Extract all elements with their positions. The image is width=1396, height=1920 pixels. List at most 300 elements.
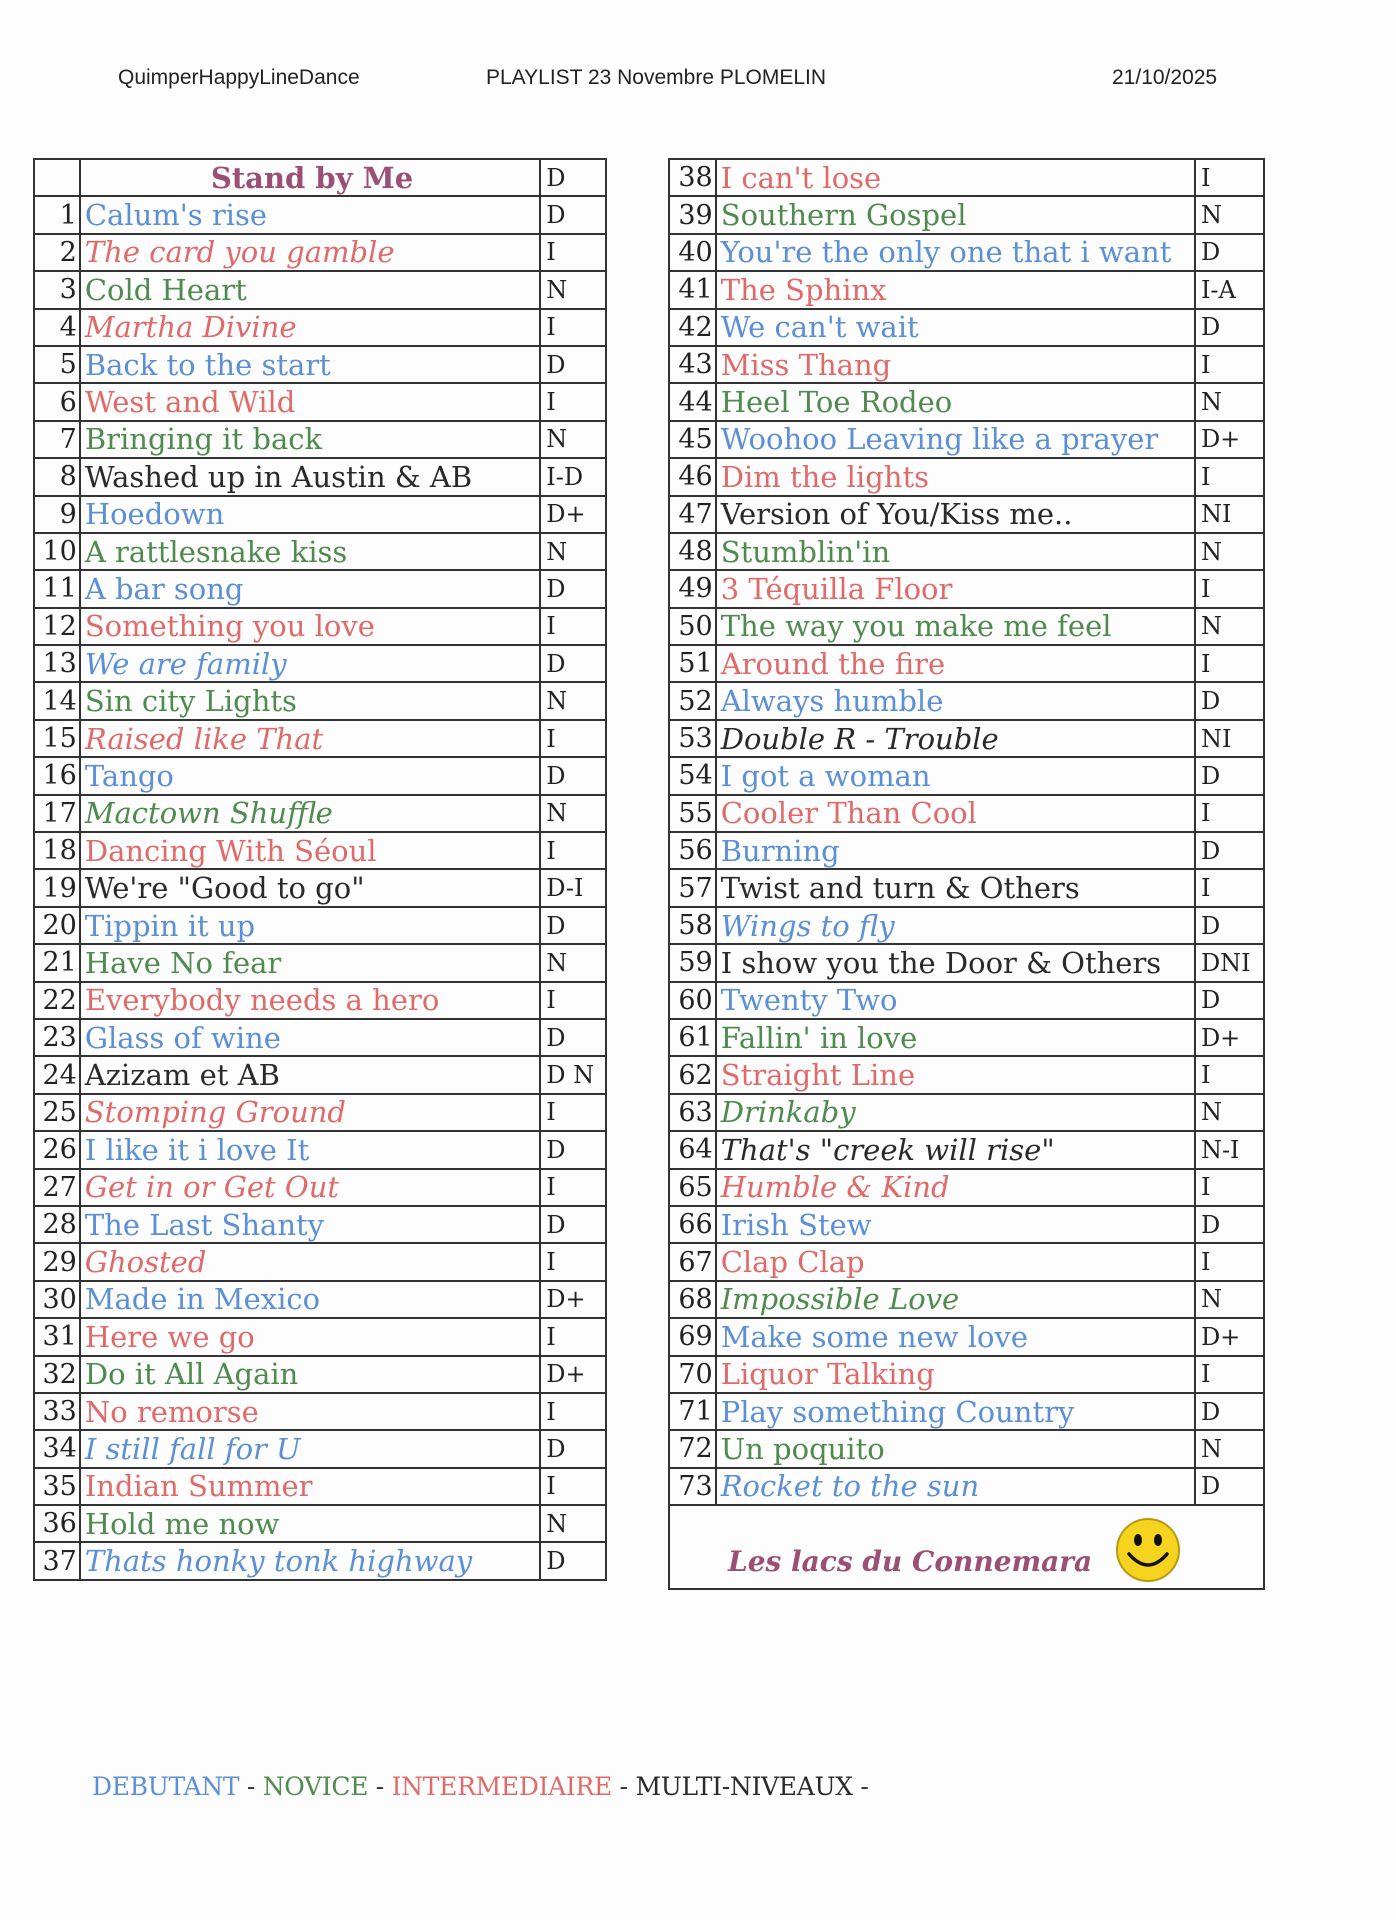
playlist-row: [669, 1206, 1264, 1243]
row-number: 65: [669, 1169, 716, 1206]
song-level: N: [1195, 1430, 1264, 1467]
legend-debutant: DEBUTANT: [92, 1772, 240, 1801]
smiley-face-icon: [1114, 1516, 1182, 1584]
row-number: 4: [34, 309, 80, 346]
row-number: 1: [34, 196, 80, 233]
song-level: D: [540, 907, 606, 944]
row-number: 7: [34, 421, 80, 458]
row-number: 62: [669, 1056, 716, 1093]
row-number: 45: [669, 421, 716, 458]
row-number: 38: [669, 159, 716, 196]
row-number: 53: [669, 720, 716, 757]
playlist-row: [34, 1505, 606, 1542]
playlist-row: [669, 458, 1264, 495]
playlist-row: [34, 346, 606, 383]
row-number: 66: [669, 1206, 716, 1243]
playlist-row: [669, 309, 1264, 346]
song-title: Always humble: [716, 682, 1195, 719]
song-title: We are family: [80, 645, 540, 682]
song-title: Clap Clap: [716, 1243, 1195, 1280]
song-level: D-I: [540, 869, 606, 906]
playlist-row: [34, 645, 606, 682]
playlist-table-left: [33, 158, 607, 1581]
playlist-row: [34, 533, 606, 570]
song-level: D: [1195, 1393, 1264, 1430]
playlist-row: [669, 421, 1264, 458]
row-number: 13: [34, 645, 80, 682]
song-level: I: [1195, 1243, 1264, 1280]
song-title: Stomping Ground: [80, 1094, 540, 1131]
song-title: Dim the lights: [716, 458, 1195, 495]
playlist-row: [669, 1094, 1264, 1131]
row-number: 58: [669, 907, 716, 944]
playlist-row: [669, 159, 1264, 196]
playlist-row: [34, 869, 606, 906]
song-title: No remorse: [80, 1393, 540, 1430]
song-title: Ghosted: [80, 1243, 540, 1280]
row-number: 25: [34, 1094, 80, 1131]
playlist-row: [669, 795, 1264, 832]
playlist-row: [669, 1430, 1264, 1467]
playlist-row: [669, 496, 1264, 533]
row-number: 2: [34, 234, 80, 271]
song-title: Sin city Lights: [80, 682, 540, 719]
closing-cell: [669, 1505, 1264, 1589]
legend-separator: -: [239, 1772, 263, 1801]
row-number: 11: [34, 570, 80, 607]
song-level: N: [1195, 383, 1264, 420]
row-number: 63: [669, 1094, 716, 1131]
song-title: 3 Téquilla Floor: [716, 570, 1195, 607]
row-number: 44: [669, 383, 716, 420]
song-title: The way you make me feel: [716, 608, 1195, 645]
row-number: 49: [669, 570, 716, 607]
legend-novice: NOVICE: [262, 1772, 369, 1801]
row-number: 6: [34, 383, 80, 420]
row-number: 36: [34, 1505, 80, 1542]
song-title: Miss Thang: [716, 346, 1195, 383]
song-title: Tippin it up: [80, 907, 540, 944]
song-title: Burning: [716, 832, 1195, 869]
song-level: I: [1195, 1169, 1264, 1206]
row-number: 3: [34, 271, 80, 308]
row-number: 8: [34, 458, 80, 495]
song-level: D: [540, 1430, 606, 1467]
song-level: D: [1195, 907, 1264, 944]
song-title: I got a woman: [716, 757, 1195, 794]
row-number: 35: [34, 1468, 80, 1505]
song-level: I: [1195, 869, 1264, 906]
song-level: I: [540, 720, 606, 757]
song-level: NI: [1195, 720, 1264, 757]
playlist-row: [34, 196, 606, 233]
row-number: 57: [669, 869, 716, 906]
playlist-row: [669, 1468, 1264, 1505]
playlist-row: [669, 196, 1264, 233]
song-level: I: [540, 1169, 606, 1206]
song-title: Twenty Two: [716, 982, 1195, 1019]
song-level: N: [1195, 608, 1264, 645]
song-level: D+: [1195, 1019, 1264, 1056]
row-number: 47: [669, 496, 716, 533]
song-title: Play something Country: [716, 1393, 1195, 1430]
playlist-row: [34, 982, 606, 1019]
row-number: 18: [34, 832, 80, 869]
song-level: D: [1195, 832, 1264, 869]
song-title: I show you the Door & Others: [716, 944, 1195, 981]
row-number: 10: [34, 533, 80, 570]
song-title: Back to the start: [80, 346, 540, 383]
playlist-row: [34, 720, 606, 757]
song-level: D: [540, 570, 606, 607]
playlist-row: [669, 682, 1264, 719]
row-number: [34, 159, 80, 196]
playlist-row: [669, 1393, 1264, 1430]
song-level: D+: [540, 1281, 606, 1318]
row-number: 55: [669, 795, 716, 832]
song-title: Washed up in Austin & AB: [80, 458, 540, 495]
row-number: 56: [669, 832, 716, 869]
song-title: Thats honky tonk highway: [80, 1542, 540, 1579]
playlist-row: [34, 458, 606, 495]
song-title: I can't lose: [716, 159, 1195, 196]
row-number: 42: [669, 309, 716, 346]
song-title: Impossible Love: [716, 1281, 1195, 1318]
song-title: A rattlesnake kiss: [80, 533, 540, 570]
song-level: D: [1195, 1468, 1264, 1505]
song-level: N: [1195, 196, 1264, 233]
song-title: Tango: [80, 757, 540, 794]
song-level: N: [1195, 1094, 1264, 1131]
song-title: The Sphinx: [716, 271, 1195, 308]
row-number: 24: [34, 1056, 80, 1093]
song-level: N: [540, 944, 606, 981]
row-number: 27: [34, 1169, 80, 1206]
playlist-row: [34, 1169, 606, 1206]
song-title: Everybody needs a hero: [80, 982, 540, 1019]
playlist-row: [34, 309, 606, 346]
song-title: I still fall for U: [80, 1430, 540, 1467]
song-title: Dancing With Séoul: [80, 832, 540, 869]
playlist-row: [34, 1318, 606, 1355]
playlist-row: [669, 608, 1264, 645]
song-level: I: [540, 309, 606, 346]
playlist-row: [669, 907, 1264, 944]
row-number: 54: [669, 757, 716, 794]
song-level: D+: [1195, 421, 1264, 458]
song-title: Woohoo Leaving like a prayer: [716, 421, 1195, 458]
song-level: I: [540, 234, 606, 271]
playlist-row: [34, 1393, 606, 1430]
song-level: D: [540, 645, 606, 682]
song-title: Double R - Trouble: [716, 720, 1195, 757]
playlist-row: [669, 832, 1264, 869]
legend-separator: -: [852, 1772, 869, 1801]
row-number: 72: [669, 1430, 716, 1467]
playlist-row: [669, 1281, 1264, 1318]
song-title: Around the fire: [716, 645, 1195, 682]
playlist-row: [34, 944, 606, 981]
row-number: 40: [669, 234, 716, 271]
row-number: 5: [34, 346, 80, 383]
song-level: I-A: [1195, 271, 1264, 308]
song-title: Bringing it back: [80, 421, 540, 458]
playlist-row: [34, 1356, 606, 1393]
song-title: I like it i love It: [80, 1131, 540, 1168]
song-level: I: [540, 1094, 606, 1131]
row-number: 60: [669, 982, 716, 1019]
row-number: 26: [34, 1131, 80, 1168]
song-level: I: [540, 383, 606, 420]
row-number: 32: [34, 1356, 80, 1393]
row-number: 22: [34, 982, 80, 1019]
song-title: Humble & Kind: [716, 1169, 1195, 1206]
song-title: Wings to fly: [716, 907, 1195, 944]
song-level: N: [540, 421, 606, 458]
playlist-row: [34, 608, 606, 645]
row-number: 16: [34, 757, 80, 794]
song-level: I-D: [540, 458, 606, 495]
song-title: Something you love: [80, 608, 540, 645]
song-level: NI: [1195, 496, 1264, 533]
song-level: D+: [540, 1356, 606, 1393]
song-level: N: [1195, 1281, 1264, 1318]
playlist-row: [669, 383, 1264, 420]
playlist-row: [669, 720, 1264, 757]
song-title: Version of You/Kiss me..: [716, 496, 1195, 533]
song-title: Cooler Than Cool: [716, 795, 1195, 832]
playlist-date: 21/10/2025: [1112, 66, 1218, 89]
playlist-row: [34, 421, 606, 458]
row-number: 14: [34, 682, 80, 719]
playlist-row: [669, 1318, 1264, 1355]
row-number: 12: [34, 608, 80, 645]
playlist-row: [34, 682, 606, 719]
row-number: 30: [34, 1281, 80, 1318]
song-level: D: [1195, 309, 1264, 346]
row-number: 9: [34, 496, 80, 533]
row-number: 51: [669, 645, 716, 682]
playlist-row: [669, 1019, 1264, 1056]
song-title: The Last Shanty: [80, 1206, 540, 1243]
song-level: I: [1195, 1056, 1264, 1093]
row-number: 17: [34, 795, 80, 832]
playlist-row: [34, 795, 606, 832]
song-level: D: [540, 1131, 606, 1168]
playlist-row: [34, 496, 606, 533]
opening-song-title: Stand by Me: [80, 159, 540, 196]
club-name: QuimperHappyLineDance: [118, 66, 360, 89]
playlist-row: [34, 1206, 606, 1243]
playlist-row: [34, 1131, 606, 1168]
playlist-row: [34, 1056, 606, 1093]
song-title: West and Wild: [80, 383, 540, 420]
playlist-row: [669, 346, 1264, 383]
song-title: Straight Line: [716, 1056, 1195, 1093]
song-title: We're "Good to go": [80, 869, 540, 906]
row-number: 39: [669, 196, 716, 233]
row-number: 68: [669, 1281, 716, 1318]
song-level: D: [1195, 1206, 1264, 1243]
song-title: Made in Mexico: [80, 1281, 540, 1318]
playlist-row: [669, 234, 1264, 271]
song-level: N: [540, 271, 606, 308]
song-title: Drinkaby: [716, 1094, 1195, 1131]
playlist-row: [34, 1430, 606, 1467]
song-title: Azizam et AB: [80, 1056, 540, 1093]
song-level: N: [540, 1505, 606, 1542]
song-title: Raised like That: [80, 720, 540, 757]
song-level: I: [1195, 346, 1264, 383]
row-number: 33: [34, 1393, 80, 1430]
song-level: I: [540, 982, 606, 1019]
song-level: I: [1195, 1356, 1264, 1393]
playlist-title: PLAYLIST 23 Novembre PLOMELIN: [486, 66, 827, 89]
playlist-row: [34, 1281, 606, 1318]
song-title: We can't wait: [716, 309, 1195, 346]
playlist-row: [34, 757, 606, 794]
song-level: I: [1195, 645, 1264, 682]
row-number: 21: [34, 944, 80, 981]
song-title: Un poquito: [716, 1430, 1195, 1467]
row-number: 70: [669, 1356, 716, 1393]
row-number: 28: [34, 1206, 80, 1243]
song-title: Liquor Talking: [716, 1356, 1195, 1393]
row-number: 50: [669, 608, 716, 645]
row-number: 29: [34, 1243, 80, 1280]
song-title: That's "creek will rise": [716, 1131, 1195, 1168]
row-number: 52: [669, 682, 716, 719]
song-title: Hoedown: [80, 496, 540, 533]
song-title: Martha Divine: [80, 309, 540, 346]
song-title: Indian Summer: [80, 1468, 540, 1505]
playlist-row: [34, 832, 606, 869]
song-level: D: [540, 346, 606, 383]
playlist-row: [669, 757, 1264, 794]
legend-multi-niveaux: MULTI-NIVEAUX: [635, 1772, 853, 1801]
song-level: D: [540, 196, 606, 233]
playlist-row: [669, 944, 1264, 981]
closing-row: [669, 1505, 1264, 1589]
playlist-row: [34, 383, 606, 420]
song-level: D: [540, 1542, 606, 1579]
song-title: Heel Toe Rodeo: [716, 383, 1195, 420]
song-level: I: [1195, 570, 1264, 607]
playlist-row: [669, 982, 1264, 1019]
playlist-table-right: [668, 158, 1265, 1590]
song-title: Get in or Get Out: [80, 1169, 540, 1206]
song-title: Hold me now: [80, 1505, 540, 1542]
song-level: D+: [1195, 1318, 1264, 1355]
song-title: Fallin' in love: [716, 1019, 1195, 1056]
song-title: Stumblin'in: [716, 533, 1195, 570]
song-level: N: [540, 533, 606, 570]
song-level: I: [540, 832, 606, 869]
playlist-row: [34, 1094, 606, 1131]
legend-separator: -: [611, 1772, 636, 1801]
opening-row: [34, 159, 606, 196]
song-level: N: [540, 795, 606, 832]
song-title: A bar song: [80, 570, 540, 607]
playlist-row: [34, 1019, 606, 1056]
level-legend: [92, 1772, 869, 1801]
row-number: 20: [34, 907, 80, 944]
playlist-row: [34, 570, 606, 607]
row-number: 69: [669, 1318, 716, 1355]
row-number: 59: [669, 944, 716, 981]
song-level: D: [1195, 234, 1264, 271]
song-level: I: [1195, 159, 1264, 196]
song-title: Cold Heart: [80, 271, 540, 308]
song-title: Have No fear: [80, 944, 540, 981]
row-number: 61: [669, 1019, 716, 1056]
playlist-row: [34, 271, 606, 308]
song-title: Twist and turn & Others: [716, 869, 1195, 906]
playlist-row: [669, 645, 1264, 682]
playlist-row: [669, 570, 1264, 607]
song-title: Make some new love: [716, 1318, 1195, 1355]
closing-song-title: Les lacs du Connemara: [728, 1545, 1093, 1579]
playlist-row: [669, 1243, 1264, 1280]
song-level: D+: [540, 496, 606, 533]
song-title: Southern Gospel: [716, 196, 1195, 233]
opening-song-level: D: [540, 159, 606, 196]
row-number: 43: [669, 346, 716, 383]
song-title: Calum's rise: [80, 196, 540, 233]
row-number: 41: [669, 271, 716, 308]
song-level: D: [540, 757, 606, 794]
song-title: Glass of wine: [80, 1019, 540, 1056]
row-number: 15: [34, 720, 80, 757]
song-level: I: [540, 608, 606, 645]
playlist-row: [669, 1131, 1264, 1168]
song-title: Rocket to the sun: [716, 1468, 1195, 1505]
row-number: 67: [669, 1243, 716, 1280]
playlist-row: [669, 869, 1264, 906]
song-level: N: [1195, 533, 1264, 570]
song-level: D N: [540, 1056, 606, 1093]
song-level: D: [1195, 982, 1264, 1019]
song-title: Mactown Shuffle: [80, 795, 540, 832]
row-number: 46: [669, 458, 716, 495]
song-title: Do it All Again: [80, 1356, 540, 1393]
playlist-row: [34, 1542, 606, 1579]
song-level: D: [1195, 757, 1264, 794]
song-level: D: [1195, 682, 1264, 719]
row-number: 64: [669, 1131, 716, 1168]
song-level: D: [540, 1019, 606, 1056]
song-level: DNI: [1195, 944, 1264, 981]
song-level: N: [540, 682, 606, 719]
playlist-row: [669, 1056, 1264, 1093]
legend-separator: -: [368, 1772, 392, 1801]
playlist-row: [34, 1243, 606, 1280]
song-level: I: [540, 1243, 606, 1280]
row-number: 48: [669, 533, 716, 570]
song-level: N-I: [1195, 1131, 1264, 1168]
playlist-row: [34, 234, 606, 271]
song-title: You're the only one that i want: [716, 234, 1195, 271]
playlist-row: [669, 1356, 1264, 1393]
song-level: I: [540, 1468, 606, 1505]
row-number: 37: [34, 1542, 80, 1579]
song-level: D: [540, 1206, 606, 1243]
playlist-row: [669, 1169, 1264, 1206]
song-level: I: [540, 1318, 606, 1355]
row-number: 34: [34, 1430, 80, 1467]
song-title: Here we go: [80, 1318, 540, 1355]
song-level: I: [540, 1393, 606, 1430]
